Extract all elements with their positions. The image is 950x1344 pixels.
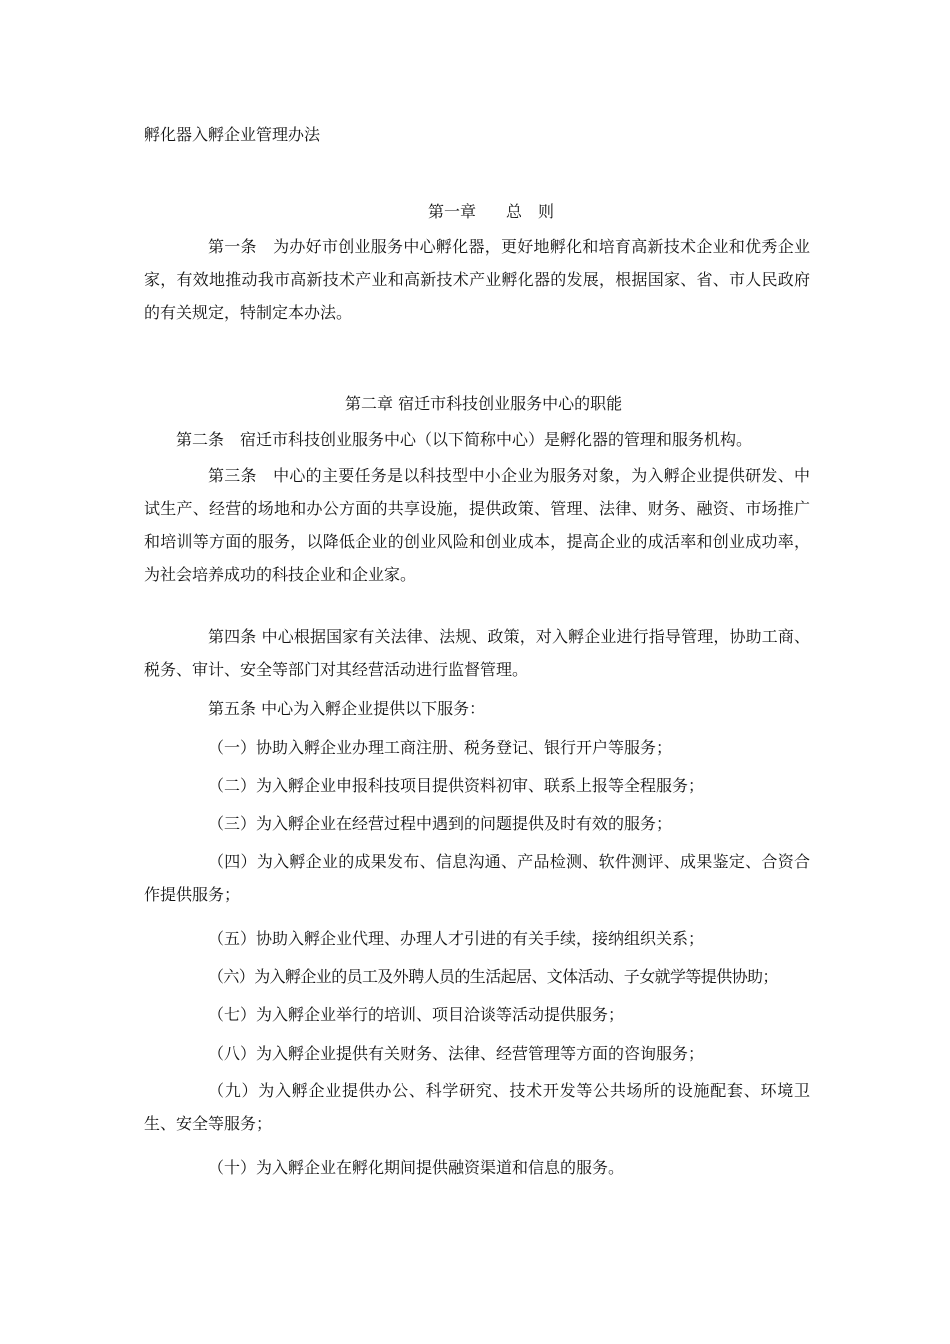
chapter-1-label: 第一章: [428, 202, 477, 221]
list-item-7: （七）为入孵企业举行的培训、项目洽谈等活动提供服务；: [208, 1005, 625, 1024]
list-item-8: （八）为入孵企业提供有关财务、法律、经营管理等方面的咨询服务；: [208, 1044, 705, 1063]
chapter-2-title: 第二章 宿迁市科技创业服务中心的职能: [345, 394, 623, 413]
article-1: 第一条 为办好市创业服务中心孵化器，更好地孵化和培育高新技术企业和优秀企业家，有效地推动我市高新技术产业和高新技术产业孵化器的发展，根据国家、省、市人民政府的有关规定，特制定本办法。: [144, 237, 810, 322]
list-item-5: （五）协助入孵企业代理、办理人才引进的有关手续，接纳组织关系；: [208, 929, 705, 948]
list-item-10: （十）为入孵企业在孵化期间提供融资渠道和信息的服务。: [208, 1158, 625, 1177]
chapter-1-name: 总 则: [506, 202, 555, 221]
document-title: 孵化器入孵企业管理办法: [144, 125, 321, 144]
list-item-9: （九）为入孵企业提供办公、科学研究、技术开发等公共场所的设施配套、环境卫生、安全等服务；: [144, 1081, 810, 1133]
article-2: 第二条 宿迁市科技创业服务中心（以下简称中心）是孵化器的管理和服务机构。: [176, 430, 753, 449]
list-item-1: （一）协助入孵企业办理工商注册、税务登记、银行开户等服务；: [208, 738, 673, 757]
list-item-2: （二）为入孵企业申报科技项目提供资料初审、联系上报等全程服务；: [208, 776, 705, 795]
article-5: 第五条 中心为入孵企业提供以下服务：: [208, 699, 486, 718]
list-item-4: （四）为入孵企业的成果发布、信息沟通、产品检测、软件测评、成果鉴定、合资合作提供服务；: [144, 852, 810, 904]
list-item-3: （三）为入孵企业在经营过程中遇到的问题提供及时有效的服务；: [208, 814, 673, 833]
article-3: 第三条 中心的主要任务是以科技型中小企业为服务对象，为入孵企业提供研发、中试生产、经营的场地和办公方面的共享设施，提供政策、管理、法律、财务、融资、市场推广和培训等方面的服务，以降低企业的创业风险和创业成本，提高企业的成活率和创业成功率，为社会培养成功的科技企业和企业家。: [144, 466, 810, 584]
article-4: 第四条 中心根据国家有关法律、法规、政策，对入孵企业进行指导管理，协助工商、税务、审计、安全等部门对其经营活动进行监督管理。: [144, 627, 810, 679]
list-item-6: （六）为入孵企业的员工及外聘人员的生活起居、文体活动、子女就学等提供协助；: [208, 967, 778, 986]
